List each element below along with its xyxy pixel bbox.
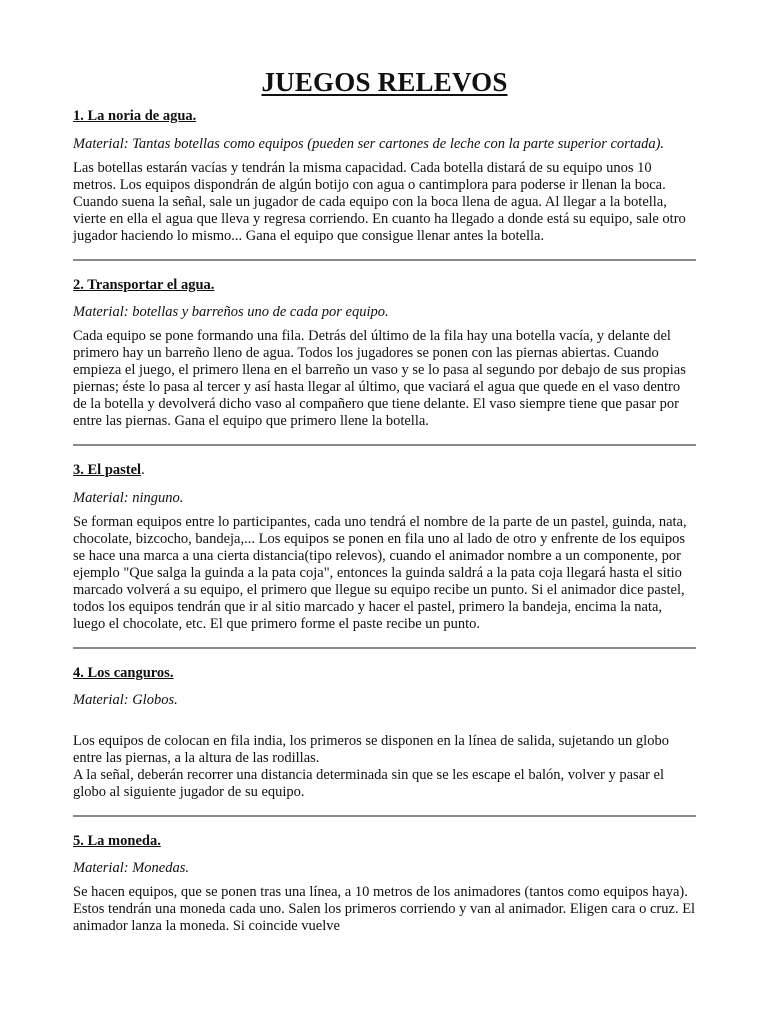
- section-el-pastel: [73, 462, 696, 632]
- spacer: [73, 716, 696, 733]
- document-page: [73, 66, 696, 935]
- section-la-moneda: [73, 833, 696, 935]
- document-title: JUEGOS RELEVOS: [261, 67, 508, 97]
- section-heading: 4. Los canguros.: [73, 664, 174, 681]
- section-heading: 1. La noria de agua.: [73, 108, 197, 125]
- section-divider: [73, 259, 696, 261]
- section-heading: 5. La moneda.: [73, 832, 161, 849]
- section-la-noria-de-agua: [73, 108, 696, 244]
- section-material: Material: Monedas.: [73, 860, 189, 877]
- section-body: Se hacen equipos, que se ponen tras una línea, a 10 metros de los animadores (tantos como equipos haya). Estos tendrán una moneda cada uno. Salen los primeros corriendo y van al animador. Eligen cara o cruz. El animador lanza la moneda. Si coincide vuelve: [73, 884, 696, 935]
- section-body: Cada equipo se pone formando una fila. Detrás del último de la fila hay una botella vacía, y delante del primero hay un barreño lleno de agua. Todos los jugadores se ponen con las piernas abiertas. Cuando empieza el juego, el primero llena en el barreño un vaso y se lo pasa al segundo por debajo de sus propias piernas; éste lo pasa al tercer y así hasta llegar al último, que vaciará el agua que quede en el vaso dentro de la botella y devolverá dicho vaso al compañero que tiene delante. El vaso siempre tiene que pasar por entre las piernas. Gana el equipo que primero llene la botella.: [73, 328, 686, 430]
- section-divider: [73, 647, 696, 649]
- section-heading: 3. El pastel: [73, 462, 142, 479]
- section-material: Material: ninguno.: [73, 489, 184, 506]
- section-material: Material: botellas y barreños uno de cada por equipo.: [73, 304, 389, 321]
- section-divider: [73, 815, 696, 817]
- section-material: Material: Globos.: [73, 691, 178, 708]
- section-body-continued: A la señal, deberán recorrer una distancia determinada sin que se les escape el balón, volver y pasar el globo al siguiente jugador de su equipo.: [73, 766, 665, 800]
- section-body: Las botellas estarán vacías y tendrán la misma capacidad. Cada botella distará de su equipo unos 10 metros. Los equipos dispondrán de algún botijo con agua o cantimplora para poderse ir llenan la boca. Cuando suena la señal, sale un jugador de cada equipo con la boca llena de agua. Al llegar a la botella, vierte en ella el agua que lleva y regresa corriendo. En cuanto ha llegado a donde está su equipo, sale otro jugador haciendo lo mismo... Gana el equipo que consigue llenar antes la botella.: [73, 159, 686, 244]
- section-heading: 2. Transportar el agua.: [73, 276, 215, 293]
- section-transportar-el-agua: [73, 277, 696, 430]
- section-heading-line: [73, 462, 696, 479]
- section-material: Material: Tantas botellas como equipos (pueden ser cartones de leche con la parte superior cortada).: [73, 135, 665, 152]
- section-body: Los equipos de colocan en fila india, los primeros se disponen en la línea de salida, sujetando un globo entre las piernas, a la altura de las rodillas.: [73, 732, 669, 766]
- section-heading-suffix: .: [141, 462, 145, 479]
- section-los-canguros: [73, 665, 696, 801]
- section-divider: [73, 444, 696, 446]
- section-body: Se forman equipos entre lo participantes, cada uno tendrá el nombre de la parte de un pastel, guinda, nata, chocolate, bizcocho, bandeja,... Los equipos se ponen en fila uno al lado de otro y enfrente de los equipos se hace una marca a una cierta distancia(tipo relevos), cuando el animador nombre a un componente, por ejemplo "Que salga la guinda a la pata coja", entonces la guinda saldrá a la pata coja llegará hasta el sitio marcado volverá a su equipo, el primero que llegue su equipo recibe un punto. Si el animador dice pastel, todos los equipos tendrán que ir al sitio marcado y hacer el pastel, primero la bandeja, encima la nata, luego el chocolate, etc. El que primero forme el paste recibe un punto.: [73, 513, 687, 632]
